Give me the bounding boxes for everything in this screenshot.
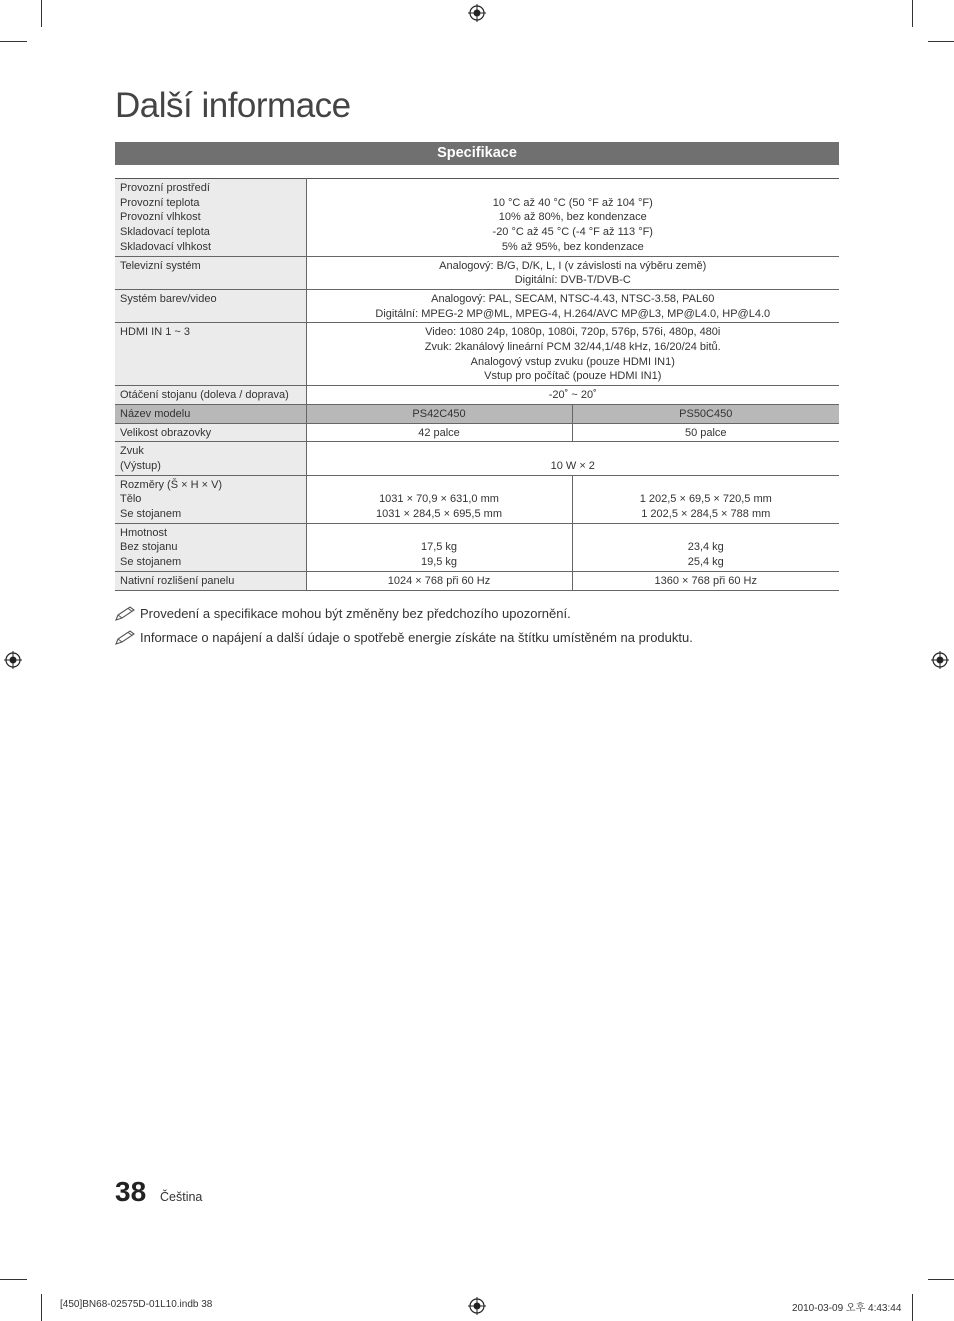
row-label: Zvuk (Výstup) [115,442,306,475]
table-row [115,323,839,386]
pencil-note-icon [115,629,136,645]
table-row [115,423,839,442]
section-heading: Specifikace [115,142,839,165]
model-2-value: 50 palce [572,423,839,442]
registration-mark-icon [468,1297,486,1315]
pencil-note-icon [115,605,136,621]
table-row [115,179,839,257]
table-row [115,523,839,571]
page-language: Čeština [160,1190,203,1204]
row-value: Analogový: B/G, D/K, L, I (v závislosti na výběru země) Digitální: DVB-T/DVB-C [306,256,839,289]
table-row [115,289,839,322]
model-2-value: 23,4 kg 25,4 kg [572,523,839,571]
table-row-model-header [115,404,839,423]
row-label: Hmotnost Bez stojanu Se stojanem [115,523,306,571]
row-label: Nativní rozlišení panelu [115,571,306,590]
model-1-value: 17,5 kg 19,5 kg [306,523,572,571]
row-label: Rozměry (Š × H × V) Tělo Se stojanem [115,475,306,523]
row-value: 10 °C až 40 °C (50 °F až 104 °F) 10% až 80%, bez kondenzace -20 °C až 45 °C (-4 °F až 113 °F) 5% až 95%, bez kondenzace [306,179,839,257]
crop-mark [41,0,42,27]
page-number: 38 [115,1176,147,1207]
note-item [115,628,693,652]
crop-mark [0,41,27,42]
registration-mark-icon [4,651,22,669]
table-row [115,475,839,523]
registration-mark-icon [468,4,486,22]
model-1-value: 42 palce [306,423,572,442]
model-1-name: PS42C450 [306,404,572,423]
note-text: Informace o napájení a další údaje o spotřebě energie získáte na štítku umístěném na produktu. [140,630,693,645]
specification-table [115,178,839,591]
footer-timestamp: 2010-03-09 오후 4:43:44 [792,1303,902,1314]
page-title: Další informace [115,86,351,125]
row-label: HDMI IN 1 ~ 3 [115,323,306,386]
row-value: Analogový: PAL, SECAM, NTSC-4.43, NTSC-3.58, PAL60 Digitální: MPEG-2 MP@ML, MPEG-4, H.264/AVC MP@L3, MP@L4.0, HP@L4.0 [306,289,839,322]
model-2-name: PS50C450 [572,404,839,423]
crop-mark [41,1294,42,1321]
row-label: Provozní prostředí Provozní teplota Provozní vlhkost Skladovací teplota Skladovací vlhkost [115,179,306,257]
table-row [115,386,839,405]
crop-mark [912,0,913,27]
registration-mark-icon [931,651,949,669]
table-row [115,256,839,289]
row-value: 10 W × 2 [306,442,839,475]
crop-mark [928,1279,954,1280]
table-row [115,571,839,590]
table-row [115,442,839,475]
row-value: -20˚ ~ 20˚ [306,386,839,405]
crop-mark [928,41,954,42]
note-item [115,604,693,628]
model-1-value: 1024 × 768 při 60 Hz [306,571,572,590]
note-text: Provedení a specifikace mohou být změněny bez předchozího upozornění. [140,606,571,621]
crop-mark [0,1279,27,1280]
footer-file-info: [450]BN68-02575D-01L10.indb 38 [60,1299,213,1310]
model-2-value: 1 202,5 × 69,5 × 720,5 mm 1 202,5 × 284,5 × 788 mm [572,475,839,523]
row-label: Otáčení stojanu (doleva / doprava) [115,386,306,405]
row-label: Velikost obrazovky [115,423,306,442]
crop-mark [912,1294,913,1321]
row-label: Název modelu [115,404,306,423]
model-2-value: 1360 × 768 při 60 Hz [572,571,839,590]
notes-list [115,604,693,652]
row-label: Systém barev/video [115,289,306,322]
row-label: Televizní systém [115,256,306,289]
row-value: Video: 1080 24p, 1080p, 1080i, 720p, 576p, 576i, 480p, 480i Zvuk: 2kanálový lineární PCM 32/44,1/48 kHz, 16/20/24 bitů. Analogový vstup zvuku (pouze HDMI IN1) Vstup pro počítač (pouze HDMI IN1) [306,323,839,386]
model-1-value: 1031 × 70,9 × 631,0 mm 1031 × 284,5 × 695,5 mm [306,475,572,523]
